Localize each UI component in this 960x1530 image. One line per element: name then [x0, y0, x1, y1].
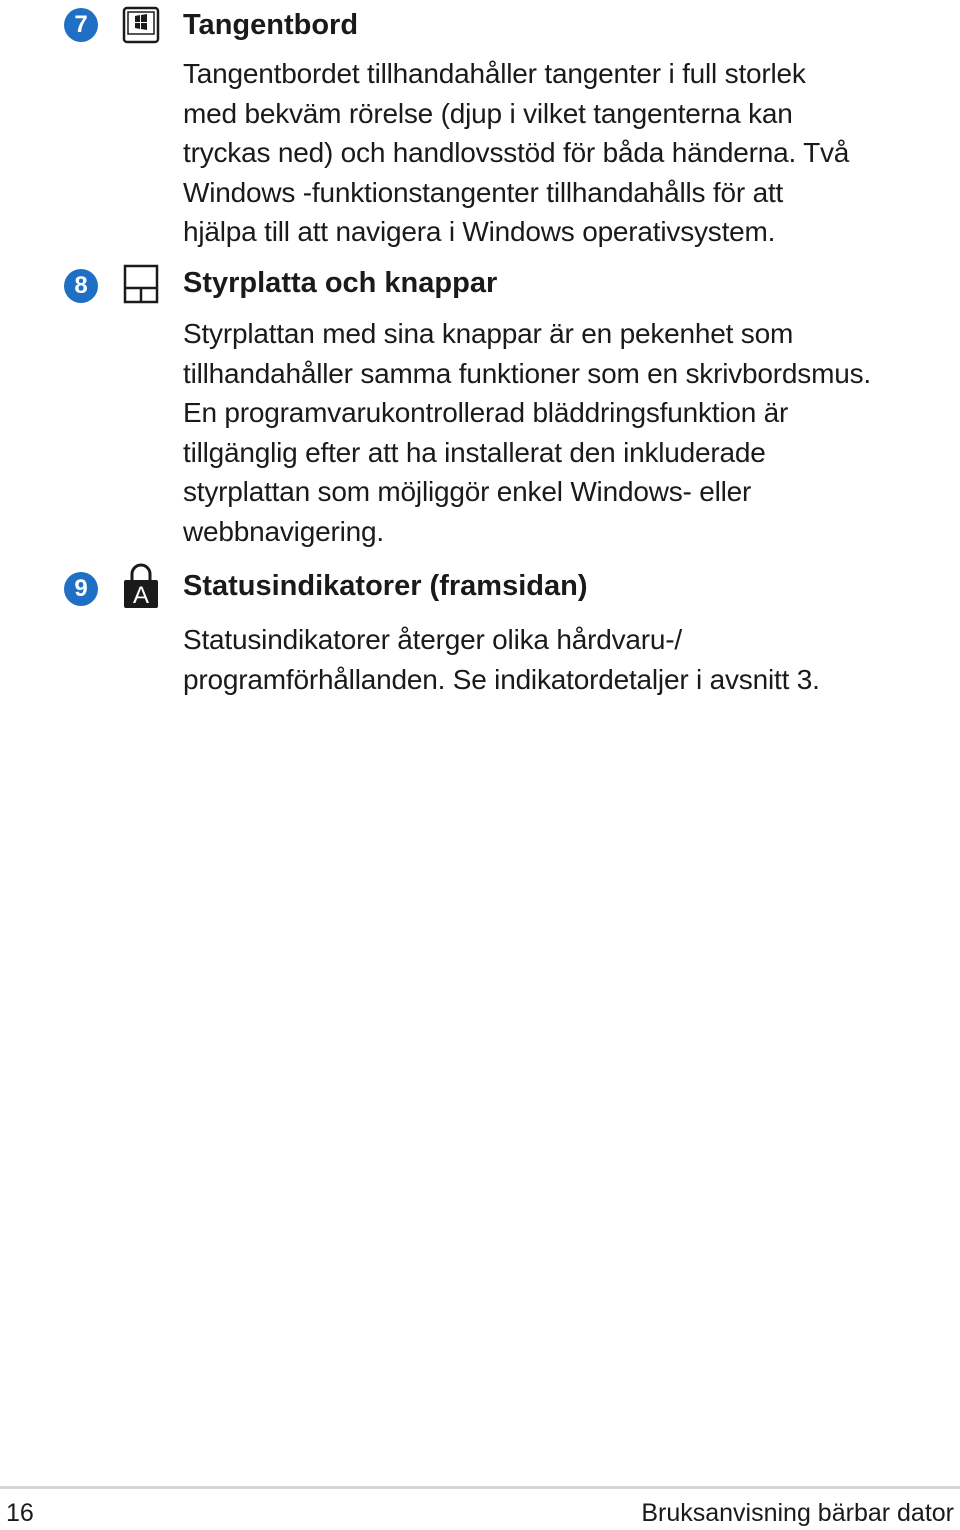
section-number-badge: 7: [64, 8, 98, 42]
description-line: programförhållanden. Se indikatordetaljer i avsnitt 3.: [183, 663, 820, 695]
touchpad-icon: [122, 264, 160, 302]
section-description: [183, 314, 958, 551]
section-number-badge: 8: [64, 269, 98, 303]
section-description: [183, 620, 958, 699]
manual-title: Bruksanvisning bärbar dator: [641, 1499, 954, 1527]
footer-divider: [0, 1486, 960, 1489]
section-number-badge: 9: [64, 572, 98, 606]
description-line: En programvarukontrollerad bläddringsfunktion är: [183, 397, 789, 428]
description-line: tryckas ned) och handlovsstöd för båda händerna. Två: [183, 137, 850, 168]
description-line: tillhandahåller samma funktioner som en skrivbordsmus.: [183, 357, 871, 389]
description-line: Tangentbordet tillhandahåller tangenter i full storlek: [183, 58, 806, 89]
section-title: Tangentbord: [183, 9, 359, 41]
caps-lock-indicator-icon: [122, 562, 160, 610]
section-title: Statusindikatorer (framsidan): [183, 570, 588, 602]
section-title: Styrplatta och knappar: [183, 267, 498, 299]
description-line: med bekväm rörelse (djup i vilket tangenterna kan: [183, 97, 793, 129]
description-line: Windows -funktionstangenter tillhandahålls för att: [183, 176, 784, 208]
caps-lock-letter: A: [132, 582, 150, 609]
page-number: 16: [6, 1499, 34, 1527]
description-line: Statusindikatorer återger olika hårdvaru-/: [183, 624, 682, 655]
description-line: styrplattan som möjliggör enkel Windows- eller: [183, 476, 752, 507]
description-line: hjälpa till att navigera i Windows operativsystem.: [183, 216, 776, 247]
description-line: tillgänglig efter att ha installerat den inkluderade: [183, 436, 766, 468]
description-line: Styrplattan med sina knappar är en pekenhet som: [183, 318, 794, 349]
section-description: [183, 54, 958, 252]
windows-key-icon: [122, 6, 160, 44]
description-line: webbnavigering.: [183, 515, 384, 547]
